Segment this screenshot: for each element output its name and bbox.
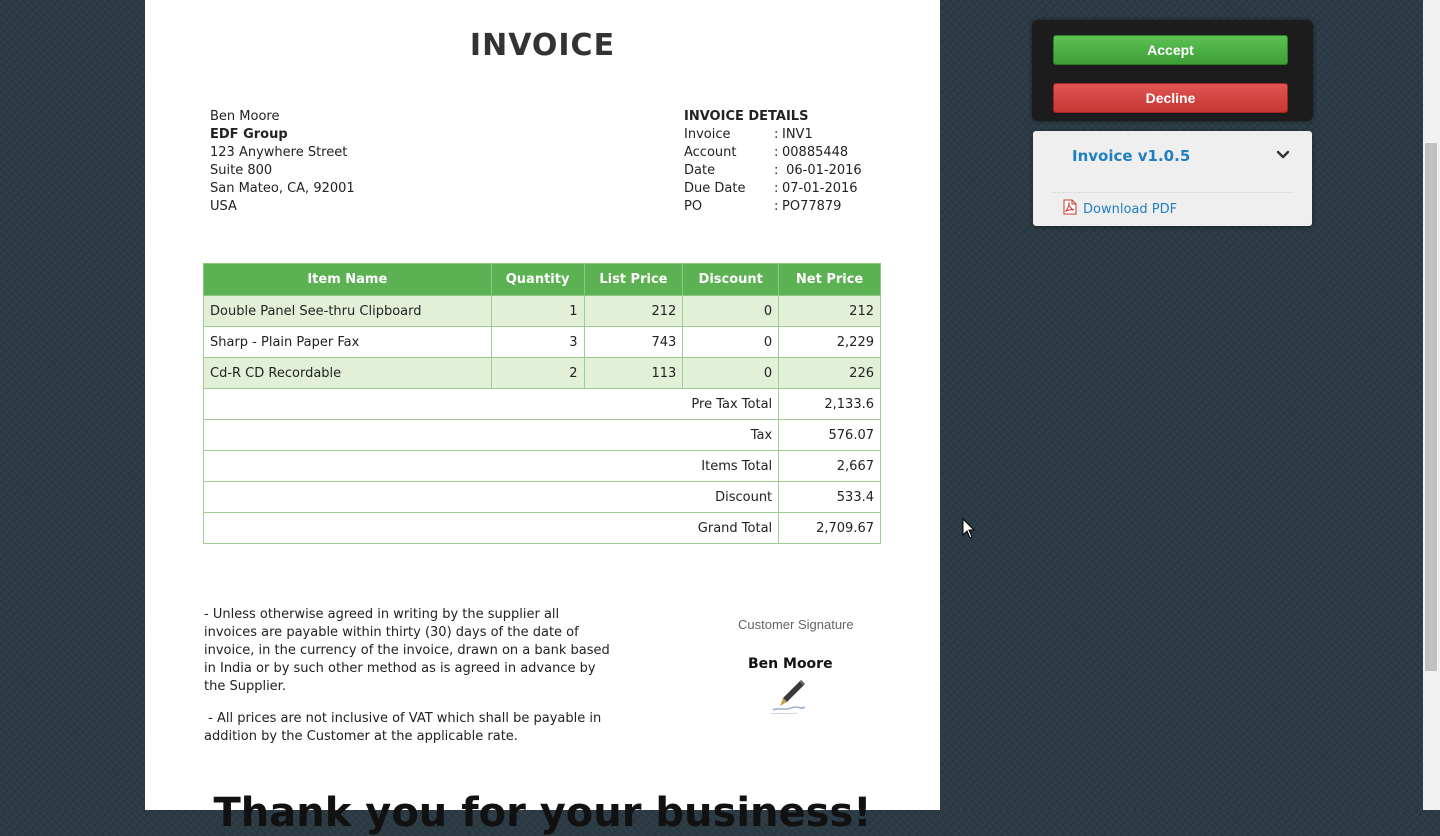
net-price-cell: 226 [779,358,881,389]
accept-button[interactable]: Accept [1053,35,1288,65]
detail-row-account [684,144,862,162]
detail-row-invoice [684,126,862,144]
invoice-version-title[interactable]: Invoice v1.0.5 [1072,147,1191,165]
detail-key: PO [684,199,703,214]
terms-paragraph: - Unless otherwise agreed in writing by the supplier all invoices are payable within thirty (30) days of the date of invoice, in the currency of the invoice, drawn on a bank based in India or by such other method as is agreed in advance by the Supplier. [204,607,614,694]
item-name-cell: Sharp - Plain Paper Fax [204,327,492,358]
signature-name: Ben Moore [748,656,833,672]
detail-value: PO77879 [782,199,842,214]
invoice-details-heading: INVOICE DETAILS [684,109,809,124]
invoice-title: INVOICE [469,28,616,63]
total-label: Tax [204,420,779,451]
detail-separator: : [774,163,779,178]
discount-cell: 0 [683,327,779,358]
pdf-icon [1063,199,1077,219]
invoice-document [145,0,940,836]
column-header-discount: Discount [683,264,779,296]
item-name-cell: Cd-R CD Recordable [204,358,492,389]
quantity-cell: 3 [491,327,584,358]
total-label: Grand Total [204,513,779,544]
discount-cell: 0 [683,358,779,389]
payment-terms [204,606,614,760]
table-header-row [204,264,881,296]
detail-value: INV1 [782,127,813,142]
detail-row-date [684,162,862,180]
detail-separator: : [774,199,779,214]
chevron-down-icon[interactable] [1276,147,1290,166]
table-row [204,327,881,358]
detail-key: Account [684,145,737,160]
quantity-cell: 2 [491,358,584,389]
column-header-item-name: Item Name [204,264,492,296]
download-pdf-link[interactable] [1063,199,1177,219]
table-row [204,296,881,327]
thank-you-message: Thank you for your business! [213,790,872,836]
panel-divider [1053,192,1292,193]
detail-value: 06-01-2016 [782,163,862,178]
page-scrollbar[interactable] [1423,0,1440,810]
table-row [204,358,881,389]
total-value: 2,667 [779,451,881,482]
detail-value: 07-01-2016 [782,181,858,196]
download-pdf-label: Download PDF [1083,201,1178,217]
scrollbar-thumb[interactable] [1425,143,1437,671]
customer-suite: Suite 800 [210,163,273,178]
totals-row-tax [204,420,881,451]
total-value: 2,709.67 [779,513,881,544]
column-header-quantity: Quantity [491,264,584,296]
action-panel [1032,20,1313,121]
total-value: 533.4 [779,482,881,513]
total-value: 2,133.6 [779,389,881,420]
customer-name: Ben Moore [210,109,280,124]
detail-row-po [684,198,862,216]
totals-row-items-total [204,451,881,482]
total-label: Items Total [204,451,779,482]
quantity-cell: 1 [491,296,584,327]
list-price-cell: 212 [584,296,683,327]
column-header-net-price: Net Price [779,264,881,296]
detail-key: Invoice [684,127,731,142]
column-header-list-price: List Price [584,264,683,296]
invoice-details [684,108,862,216]
net-price-cell: 212 [779,296,881,327]
totals-row-grand-total [204,513,881,544]
detail-separator: : [774,127,779,142]
customer-street: 123 Anywhere Street [210,145,348,160]
invoice-items-table [203,263,881,544]
customer-country: USA [210,199,237,214]
discount-cell: 0 [683,296,779,327]
list-price-cell: 113 [584,358,683,389]
terms-paragraph: - All prices are not inclusive of VAT which shall be payable in addition by the Customer at the applicable rate. [204,711,606,744]
detail-value: 00885448 [782,145,849,160]
detail-key: Due Date [684,181,746,196]
total-label: Discount [204,482,779,513]
customer-company: EDF Group [210,127,288,142]
fountain-pen-signature-icon [767,674,811,722]
customer-city: San Mateo, CA, 92001 [210,181,355,196]
net-price-cell: 2,229 [779,327,881,358]
bill-to-address [210,108,355,216]
total-label: Pre Tax Total [204,389,779,420]
decline-button[interactable]: Decline [1053,83,1288,113]
detail-key: Date [684,163,716,178]
item-name-cell: Double Panel See-thru Clipboard [204,296,492,327]
signature-label: Customer Signature [738,617,854,632]
mouse-cursor-icon [962,518,976,544]
list-price-cell: 743 [584,327,683,358]
detail-row-due-date [684,180,862,198]
total-value: 576.07 [779,420,881,451]
detail-separator: : [774,181,779,196]
detail-separator: : [774,145,779,160]
version-panel [1033,131,1312,226]
totals-row-pre-tax [204,389,881,420]
totals-row-discount [204,482,881,513]
